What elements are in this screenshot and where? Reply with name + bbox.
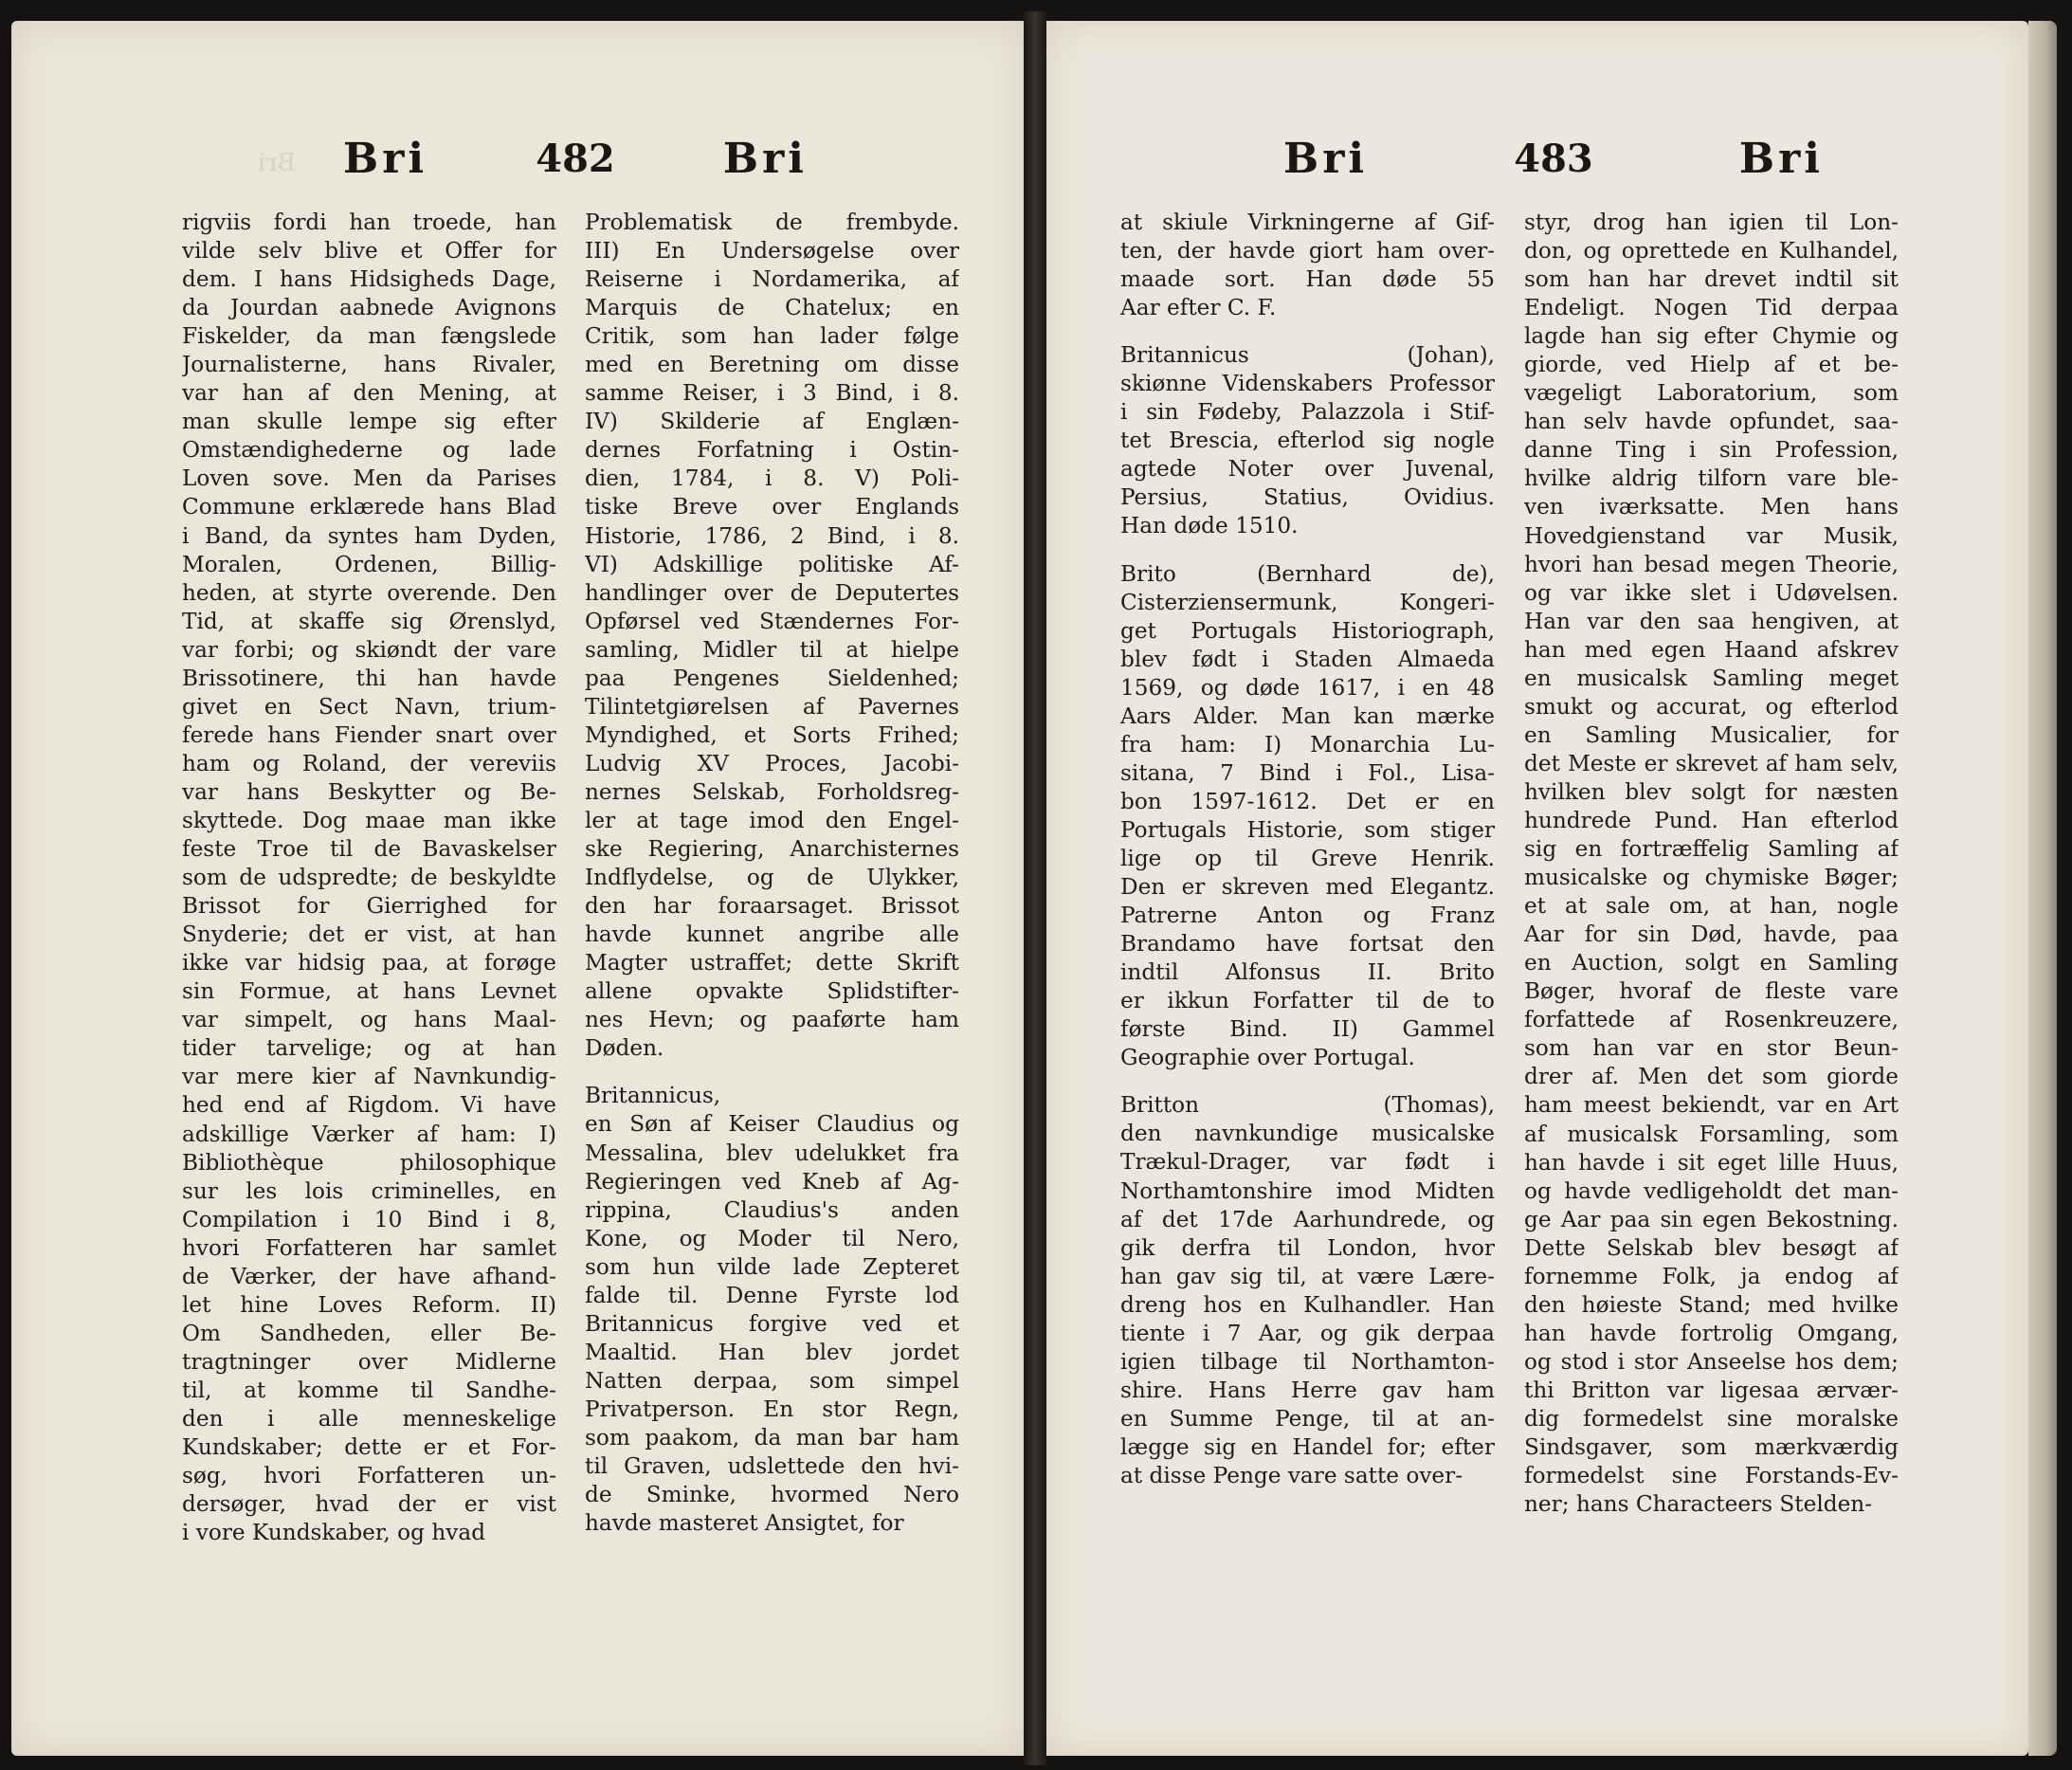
book-gutter [1024,11,1046,1765]
text-line: hvori han besad megen Theorie, [1524,551,1899,577]
text-line: paa Pengenes Sieldenhed; [585,665,959,691]
text-line: smukt og accurat, og efterlod [1524,693,1899,720]
text-line: styr, drog han igien til Lon- [1524,210,1899,235]
text-line: rigviis fordi han troede, han [182,210,556,235]
text-line: dreng hos en Kulhandler. Han [1120,1291,1495,1318]
text-line: handlinger over de Deputertes [585,579,959,606]
text-line: Den er skreven med Elegantz. [1120,874,1495,901]
text-line: en Auction, solgt en Samling [1524,950,1899,976]
right-header-word-right: Bri [1738,134,1824,183]
text-line: Regieringen ved Kneb af Ag- [585,1168,959,1195]
text-line: var mere kier af Navnkundig- [182,1064,556,1090]
text-line: 1569, og døde 1617, i en 48 [1120,674,1495,701]
text-line: som hun vilde lade Zepteret [585,1253,959,1280]
text-line: Historie, 1786, 2 Bind, i 8. [585,522,959,549]
text-line: falde til. Denne Fyrste lod [585,1282,959,1308]
text-line: Britannicus (Johan), [1120,342,1495,369]
text-line: Britton (Thomas), [1120,1092,1495,1119]
text-line: sig en fortræffelig Samling af [1524,836,1899,863]
text-line: i Band, da syntes ham Dyden, [182,522,556,549]
text-line: havde masteret Ansigtet, for [585,1510,904,1537]
text-line: Indflydelse, og de Ulykker, [585,865,959,891]
text-line: nernes Selskab, Forholdsreg- [585,778,959,805]
text-line: da Jourdan aabnede Avignons [182,295,556,321]
text-line: givet en Sect Navn, trium- [182,693,556,720]
text-line: shire. Hans Herre gav ham [1120,1377,1495,1403]
text-line: allene opvakte Splidstifter- [585,978,959,1005]
right-header-word-left: Bri [1283,134,1369,183]
text-line: don, og oprettede en Kulhandel, [1524,238,1899,265]
text-line: en Søn af Keiser Claudius og [585,1111,959,1138]
text-line: adskillige Værker af ham: I) [182,1121,556,1147]
text-line: de Værker, der have afhand- [182,1263,556,1289]
text-line: han gav sig til, at være Lære- [1120,1263,1495,1289]
text-line: Aar for sin Død, havde, paa [1524,921,1899,948]
text-line: vægeligt Laboratorium, som [1524,380,1899,407]
text-line: Persius, Statius, Ovidius. [1120,484,1495,511]
text-line: fra ham: I) Monarchia Lu- [1120,731,1495,757]
text-line: Natten derpaa, som simpel [585,1367,959,1394]
text-line: af musicalsk Forsamling, som [1524,1121,1899,1147]
text-line: den i alle menneskelige [182,1405,556,1432]
text-line: søg, hvori Forfatteren un- [182,1463,556,1489]
text-line: hundrede Pund. Han efterlod [1524,807,1899,833]
left-page [11,21,1024,1756]
text-line: han havde fortrolig Omgang, [1524,1320,1899,1346]
text-line: Aar efter C. F. [1120,295,1277,321]
text-line: Fiskelder, da man fængslede [182,323,556,350]
text-line: sitana, 7 Bind i Fol., Lisa- [1120,759,1495,786]
text-line: den høieste Stand; med hvilke [1524,1291,1899,1318]
text-line: agtede Noter over Juvenal, [1120,456,1495,483]
text-line: til, at komme til Sandhe- [182,1377,556,1403]
text-line: Cisterziensermunk, Kongeri- [1120,589,1495,615]
text-line: Reiserne i Nordamerika, af [585,266,959,293]
text-line: første Bind. II) Gammel [1120,1016,1495,1043]
text-line: er ikkun Forfatter til de to [1120,988,1495,1014]
text-line: Kone, og Moder til Nero, [585,1225,959,1251]
text-line: Magter ustraffet; dette Skrift [585,950,959,976]
show-through: Bri [258,149,296,177]
text-line: gik derfra til London, hvor [1120,1234,1495,1261]
text-line: i sin Fødeby, Palazzola i Stif- [1120,399,1495,426]
text-line: Omstændighederne og lade [182,437,556,464]
text-line: af det 17de Aarhundrede, og [1120,1206,1495,1232]
text-line: hed end af Rigdom. Vi have [182,1092,556,1119]
text-line: som de udspredte; de beskyldte [182,865,556,891]
text-line: ferede hans Fiender snart over [182,721,556,748]
right-page-header [1283,125,1824,192]
text-line: Critik, som han lader følge [585,323,959,350]
text-line: ham og Roland, der vereviis [182,750,556,776]
text-line: i vore Kundskaber, og hvad [182,1520,486,1546]
paragraph-gap [585,1063,959,1082]
text-line: Privatperson. En stor Regn, [585,1396,959,1422]
left-column-1 [182,209,556,1547]
text-line: at disse Penge vare satte over- [1120,1462,1463,1488]
text-line: Tid, at skaffe sig Ørenslyd, [182,608,556,634]
right-column-1 [1120,209,1495,1490]
text-line: var hans Beskytter og Be- [182,778,556,805]
text-line: ham meest bekiendt, var en Art [1524,1092,1899,1119]
text-line: samme Reiser, i 3 Bind, i 8. [585,380,959,407]
paragraph-gap [1120,541,1495,560]
text-line: ner; hans Characteers Stelden- [1524,1491,1873,1518]
text-line: en Summe Penge, til at an- [1120,1405,1495,1432]
text-line: musicalske og chymiske Bøger; [1524,865,1899,891]
text-line: ven iværksatte. Men hans [1524,494,1899,520]
text-line: han med egen Haand afskrev [1524,636,1899,663]
text-line: nes Hevn; og paaførte ham [585,1007,959,1033]
paragraph-gap [1120,1072,1495,1091]
text-line: forfattede af Rosenkreuzere, [1524,1007,1899,1033]
text-line: Loven sove. Men da Parises [182,465,556,492]
text-line: Commune erklærede hans Blad [182,494,556,520]
text-line: Opførsel ved Stændernes For- [585,608,959,634]
text-line: den har foraarsaget. Brissot [585,893,959,920]
text-line: samling, Midler til at hielpe [585,636,959,663]
text-line: Brandamo have fortsat den [1120,931,1495,958]
text-line: dem. I hans Hidsigheds Dage, [182,266,556,293]
text-line: og stod i stor Anseelse hos dem; [1524,1348,1899,1375]
text-line: lagde han sig efter Chymie og [1524,323,1899,350]
text-line: rippina, Claudius's anden [585,1196,959,1223]
text-line: et at sale om, at han, nogle [1524,893,1899,920]
text-line: Snyderie; det er vist, at han [182,921,556,948]
text-line: Sindsgaver, som mærkværdig [1524,1434,1899,1461]
text-line: let hine Loves Reform. II) [182,1291,556,1318]
text-line: ikke var hidsig paa, at forøge [182,950,556,976]
text-line: lige op til Greve Henrik. [1120,845,1495,871]
text-line: Geographie over Portugal. [1120,1045,1415,1071]
text-line: dig formedelst sine moralske [1524,1405,1899,1432]
text-line: en musicalsk Samling meget [1524,665,1899,691]
text-line: drer af. Men det som giorde [1524,1064,1899,1090]
text-line: Brito (Bernhard de), [1120,560,1495,587]
right-column-2 [1524,209,1899,1519]
text-line: tet Brescia, efterlod sig nogle [1120,428,1495,454]
text-line: Døden. [585,1035,664,1062]
text-line: dien, 1784, i 8. V) Poli- [585,465,959,492]
text-line: Bibliothèque philosophique [182,1149,556,1176]
text-line: bon 1597-1612. Det er en [1120,788,1495,814]
text-line: ske Regiering, Anarchisternes [585,836,959,863]
text-line: Ludvig XV Proces, Jacobi- [585,750,959,776]
text-line: som han var en stor Beun- [1524,1035,1899,1062]
text-line: var han af den Mening, at [182,380,556,407]
text-line: Compilation i 10 Bind i 8, [182,1206,556,1232]
text-line: giorde, ved Hielp af et be- [1524,352,1899,378]
text-line: igien tilbage til Northamton- [1120,1348,1495,1375]
text-line: han havde i sit eget lille Huus, [1524,1149,1899,1176]
text-line: de Sminke, hvormed Nero [585,1482,959,1508]
text-line: IV) Skilderie af Englæn- [585,409,959,435]
left-page-number: 482 [536,136,615,181]
text-line: som han har drevet indtil sit [1524,266,1899,293]
text-line: dernes Forfatning i Ostin- [585,437,959,464]
text-line: Dette Selskab blev besøgt af [1524,1234,1899,1261]
text-line: Britannicus forgive ved et [585,1310,959,1337]
text-line: og havde vedligeholdt det man- [1524,1177,1899,1204]
text-line: Journalisterne, hans Rivaler, [182,352,556,378]
text-line: det Meste er skrevet af ham selv, [1524,750,1899,776]
text-line: var forbi; og skiøndt der vare [182,636,556,663]
text-line: Maaltid. Han blev jordet [585,1339,959,1365]
left-header-word-right: Bri [722,134,808,183]
text-line: sur les lois criminelles, en [182,1177,556,1204]
text-line: Problematisk de frembyde. [585,210,959,235]
text-line: hvilken blev solgt for næsten [1524,778,1899,805]
text-line: Tilintetgiørelsen af Pavernes [585,693,959,720]
left-column-2 [585,209,959,1538]
right-page-number: 483 [1514,136,1593,181]
text-line: sin Formue, at hans Levnet [182,978,556,1005]
left-page-header [343,125,808,192]
text-line: hvilke aldrig tilforn vare ble- [1524,465,1899,492]
text-line: Portugals Historie, som stiger [1120,816,1495,843]
text-line: skiønne Videnskabers Professor [1120,371,1495,397]
paragraph-gap [1120,322,1495,341]
text-line: tiske Breve over Englands [585,494,959,520]
text-line: heden, at styrte overende. Den [182,579,556,606]
text-line: maade sort. Han døde 55 [1120,266,1495,293]
text-line: til Graven, udslettede den hvi- [585,1453,959,1480]
text-line: VI) Adskillige politiske Af- [585,551,959,577]
text-line: Hovedgienstand var Musik, [1524,522,1899,549]
text-line: Om Sandheden, eller Be- [182,1320,556,1346]
text-line: Han døde 1510. [1120,513,1299,539]
text-line: han selv havde opfundet, saa- [1524,409,1899,435]
text-line: med en Beretning om disse [585,352,959,378]
text-line: var simpelt, og hans Maal- [182,1007,556,1033]
text-line: Myndighed, et Sorts Frihed; [585,721,959,748]
text-line: hvori Forfatteren har samlet [182,1234,556,1261]
text-line: Han var den saa hengiven, at [1524,608,1899,634]
text-line: feste Troe til de Bavaskelser [182,836,556,863]
text-line: ler at tage imod den Engel- [585,807,959,833]
text-line: Endeligt. Nogen Tid derpaa [1524,295,1899,321]
text-line: blev født i Staden Almaeda [1120,646,1495,672]
text-line: havde kunnet angribe alle [585,921,959,948]
text-line: Messalina, blev udelukket fra [585,1140,959,1166]
page-edge [2028,21,2057,1756]
text-line: Aars Alder. Man kan mærke [1120,703,1495,729]
text-line: formedelst sine Forstands-Ev- [1524,1463,1899,1489]
text-line: ge Aar paa sin egen Bekostning. [1524,1206,1899,1232]
text-line: get Portugals Historiograph, [1120,617,1495,644]
text-line: tiente i 7 Aar, og gik derpaa [1120,1320,1495,1346]
text-line: den navnkundige musicalske [1120,1121,1495,1147]
text-line: som paakom, da man bar ham [585,1424,959,1451]
text-line: Brissotinere, thi han havde [182,665,556,691]
text-line: dersøger, hvad der er vist [182,1491,556,1518]
text-line: skyttede. Dog maae man ikke [182,807,556,833]
text-line: vilde selv blive et Offer for [182,238,556,265]
text-line: Britannicus, [585,1083,721,1109]
text-line: Kundskaber; dette er et For- [182,1434,556,1461]
text-line: og var ikke slet i Udøvelsen. [1524,579,1899,606]
text-line: indtil Alfonsus II. Brito [1120,959,1495,986]
right-page [1046,21,2028,1756]
text-line: Bøger, hvoraf de fleste vare [1524,978,1899,1005]
text-line: lægge sig en Handel for; efter [1120,1433,1495,1460]
text-line: ten, der havde giort ham over- [1120,238,1495,265]
text-line: tragtninger over Midlerne [182,1348,556,1375]
text-line: en Samling Musicalier, for [1524,721,1899,748]
text-line: Trækul-Drager, var født i [1120,1149,1495,1176]
text-line: Patrerne Anton og Franz [1120,903,1495,929]
text-line: at skiule Virkningerne af Gif- [1120,210,1495,235]
text-line: Northamtonshire imod Midten [1120,1177,1495,1204]
text-line: thi Britton var ligesaa ærvær- [1524,1377,1899,1403]
text-line: man skulle lempe sig efter [182,409,556,435]
text-line: danne Ting i sin Profession, [1524,437,1899,464]
text-line: III) En Undersøgelse over [585,238,959,265]
text-line: fornemme Folk, ja endog af [1524,1263,1899,1289]
left-header-word-left: Bri [343,134,428,183]
text-line: Brissot for Gierrighed for [182,893,556,920]
text-line: Marquis de Chatelux; en [585,295,959,321]
text-line: tider tarvelige; og at han [182,1035,556,1062]
text-line: Moralen, Ordenen, Billig- [182,551,556,577]
